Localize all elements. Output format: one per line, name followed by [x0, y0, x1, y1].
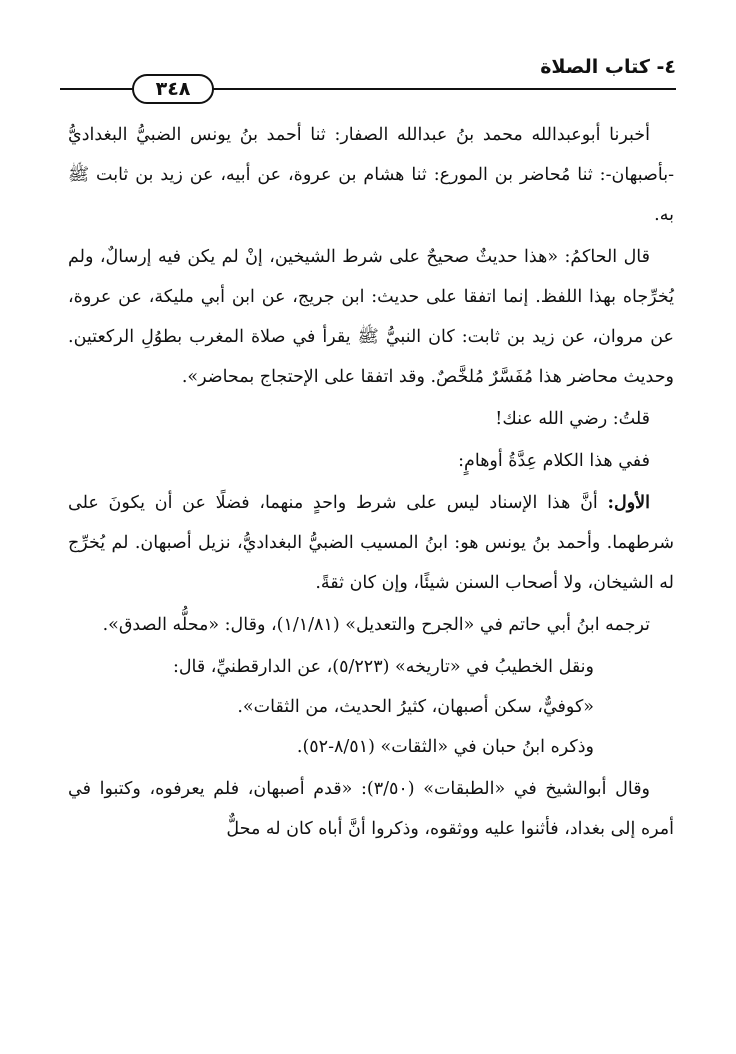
page-header — [60, 52, 676, 100]
paragraph-author-reply: قلتُ: رضي الله عنك! — [495, 409, 650, 429]
chapter-title: ٤- كتاب الصلاة — [540, 56, 676, 78]
paragraph-ibn-abi-hatim: ترجمه ابنُ أبي حاتم في «الجرح والتعديل» (١/١/٨١)، وقال: «محلُّه الصدق». — [102, 615, 650, 635]
paragraph-ibn-hibban: وذكره ابنُ حبان في «الثقات» (٨/٥١-٥٢). — [296, 737, 594, 757]
paragraph-daraqutni-quote: «كوفيٌّ، سكن أصبهان، كثيرُ الحديث، من الثقات». — [237, 697, 594, 717]
paragraph-errors-intro: ففي هذا الكلام عِدَّةُ أوهامٍ: — [458, 451, 650, 471]
paragraph-hakim-quote: قال الحاكمُ: «هذا حديثٌ صحيحٌ على شرط الشيخين، إنْ لم يكن فيه إرسالٌ، ولم يُخرِّجاه بهذا اللفظ. إنما اتفقا على حديث: ابن جريج، عن ابن أبي مليكة، عن عروة، عن مروان، عن زيد بن ثابت: كان النبيُّ ﷺ يقرأ في صلاة المغرب بطوُلِ الركعتين. وحديث محاضر هذا مُفَسَّرٌ مُلخَّصٌ. وقد اتفقا على الإحتجاج بمحاضر». — [68, 247, 674, 387]
body-text — [68, 115, 674, 849]
first-error-text: أنَّ هذا الإسناد ليس على شرط واحدٍ منهما، فضلًا عن أن يكونَ على شرطهما. وأحمد بنُ يونس هو: ابنُ المسيب الضبيُّ البغداديُّ، نزيل أصبهان. لم يُخرِّج له الشيخان، ولا أصحاب السنن شيئًا، وإن كان ثقةً. — [68, 493, 674, 593]
first-error-label: الأول: — [607, 493, 650, 513]
paragraph-khatib: ونقل الخطيبُ في «تاريخه» (٥/٢٢٣)، عن الدارقطنيِّ، قال: — [172, 657, 594, 677]
paragraph-first-error — [68, 483, 674, 603]
paragraph-abu-shaykh: وقال أبوالشيخ في «الطبقات» (٣/٥٠): «قدم أصبهان، فلم يعرفوه، وكتبوا في أمره إلى بغداد، فأثنوا عليه ووثقوه، وذكروا أنَّ أباه كان له محلٌّ — [68, 779, 674, 839]
page-number: ٣٤٨ — [132, 74, 214, 104]
paragraph-isnad: أخبرنا أبوعبدالله محمد بنُ عبدالله الصفار: ثنا أحمد بنُ يونس الضبيُّ البغداديُّ -بأصبهان-: ثنا مُحاضر بن المورع: ثنا هشام بن عروة، عن أبيه، عن زيد بن ثابت ﷺ به. — [68, 125, 674, 225]
